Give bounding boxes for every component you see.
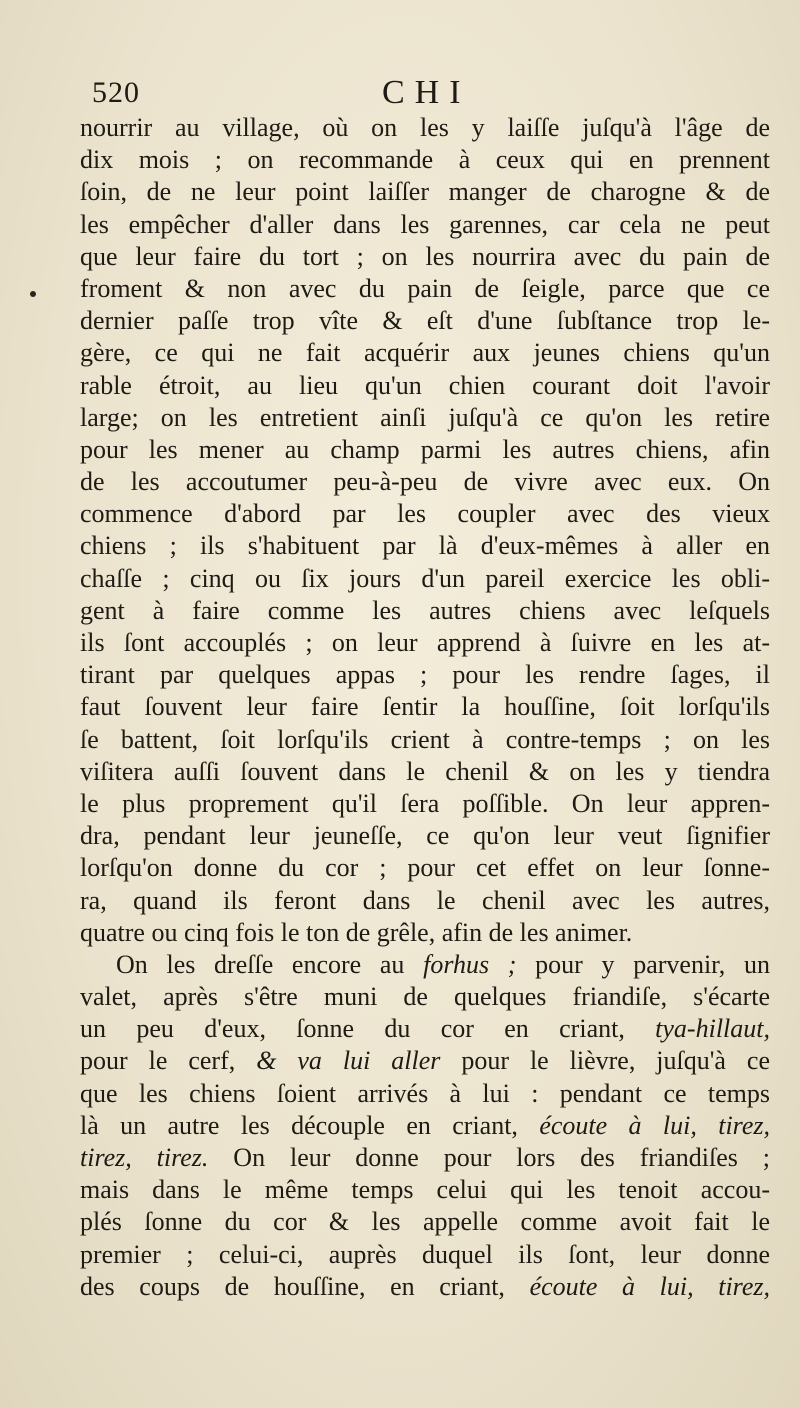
text-line xyxy=(80,1271,770,1303)
italic-text: écoute à lui, tirez, xyxy=(539,1110,770,1140)
text-line xyxy=(80,112,770,144)
text-line xyxy=(80,1013,770,1045)
text-segment: le plus proprement qu'il ſera poſſible. On leur appren- xyxy=(80,788,770,818)
text-segment: nourrir au village, où on les y laiſſe juſqu'à l'âge de xyxy=(80,113,770,142)
text-segment: froment & non avec du pain de ſeigle, parce que ce xyxy=(80,273,770,303)
text-line xyxy=(80,627,770,659)
text-line xyxy=(80,1045,770,1077)
text-line xyxy=(80,691,770,723)
text-segment: plés ſonne du cor & les appelle comme avoit fait le xyxy=(80,1207,770,1237)
italic-text: forhus ; xyxy=(423,949,517,979)
text-segment: mais dans le même temps celui qui les tenoit accou- xyxy=(80,1175,770,1205)
text-line xyxy=(80,1174,770,1206)
text-segment: gent à faire comme les autres chiens avec leſquels xyxy=(80,595,770,625)
italic-text: & va lui aller xyxy=(256,1046,441,1076)
text-line xyxy=(80,1110,770,1142)
text-segment: On les dreſſe encore au xyxy=(116,949,424,979)
text-line xyxy=(80,981,770,1013)
text-segment: que leur faire du tort ; on les nourrira avec du pain de xyxy=(80,241,770,271)
text-segment: ſe battent, ſoit lorſqu'ils crient à contre-temps ; on les xyxy=(80,724,770,754)
text-line xyxy=(80,402,770,434)
text-line xyxy=(80,788,770,820)
text-segment: large; on les entretient ainſi juſqu'à ce qu'on les retire xyxy=(80,402,770,432)
italic-text: écoute à lui, tirez, xyxy=(529,1271,770,1301)
running-head: CHI xyxy=(382,74,471,111)
text-segment: dernier paſſe trop vîte & eſt d'une ſubſtance trop le- xyxy=(80,306,770,336)
text-line xyxy=(80,659,770,691)
page-number: 520 xyxy=(92,76,140,109)
text-line xyxy=(80,949,770,981)
text-segment: dra, pendant leur jeuneſſe, ce qu'on leur veut ſignifier xyxy=(80,821,770,851)
text-line xyxy=(80,885,770,917)
text-segment: rable étroit, au lieu qu'un chien courant doit l'avoir xyxy=(80,370,770,400)
text-segment: que les chiens ſoient arrivés à lui : pendant ce temps xyxy=(80,1078,770,1108)
text-line xyxy=(80,530,770,562)
text-segment: les empêcher d'aller dans les garennes, car cela ne peut xyxy=(80,209,770,239)
text-segment: viſitera auſſi ſouvent dans le chenil & on les y tiendra xyxy=(80,756,770,786)
text-line xyxy=(80,273,770,305)
text-segment: gère, ce qui ne fait acquérir aux jeunes chiens qu'un xyxy=(80,338,770,368)
margin-ink-mark xyxy=(30,291,36,297)
text-segment: pour les mener au champ parmi les autres chiens, afin xyxy=(80,434,770,464)
text-line xyxy=(80,498,770,530)
text-line xyxy=(80,820,770,852)
text-line xyxy=(80,434,770,466)
text-segment: un peu d'eux, ſonne du cor en criant, xyxy=(80,1014,656,1044)
text-segment: de les accoutumer peu-à-peu de vivre avec eux. On xyxy=(80,467,770,497)
text-line xyxy=(80,1239,770,1271)
text-segment: là un autre les découple en criant, xyxy=(80,1110,540,1140)
text-segment: On leur donne pour lors des friandiſes ; xyxy=(208,1143,770,1172)
text-segment: chaſſe ; cinq ou ſix jours d'un pareil exercice les obli- xyxy=(80,563,770,593)
text-segment: faut ſouvent leur faire ſentir la houſſine, ſoit lorſqu'ils xyxy=(80,692,770,722)
text-segment: ſoin, de ne leur point laiſſer manger de charogne & de xyxy=(80,177,770,207)
text-line xyxy=(80,917,770,949)
text-segment: ra, quand ils feront dans le chenil avec les autres, xyxy=(80,885,770,915)
text-segment: ils ſont accouplés ; on leur apprend à ſuivre en les at- xyxy=(80,628,770,657)
text-segment: tirant par quelques appas ; pour les rendre ſages, il xyxy=(80,660,770,690)
text-line xyxy=(80,724,770,756)
text-line xyxy=(80,241,770,273)
text-segment: pour y parvenir, un xyxy=(516,949,770,979)
text-line xyxy=(80,466,770,498)
text-segment: quatre ou cinq fois le ton de grêle, afin de les animer. xyxy=(80,917,633,947)
text-segment: premier ; celui-ci, auprès duquel ils ſont, leur donne xyxy=(80,1239,770,1269)
text-line xyxy=(80,1206,770,1238)
text-segment: pour le lièvre, juſqu'à ce xyxy=(440,1046,770,1076)
text-segment: des coups de houſſine, en criant, xyxy=(80,1271,530,1301)
text-line xyxy=(80,852,770,884)
italic-text: tya-hillaut, xyxy=(655,1014,770,1044)
text-segment: dix mois ; on recommande à ceux qui en prennent xyxy=(80,145,770,175)
text-line xyxy=(80,756,770,788)
text-line xyxy=(80,209,770,241)
text-segment: pour le cerf, xyxy=(80,1046,257,1076)
italic-text: tirez, tirez. xyxy=(80,1143,209,1172)
text-line xyxy=(80,370,770,402)
text-line xyxy=(80,595,770,627)
text-line xyxy=(80,1142,770,1174)
text-segment: commence d'abord par les coupler avec des vieux xyxy=(80,499,770,529)
text-line xyxy=(80,176,770,208)
text-line xyxy=(80,563,770,595)
text-segment: lorſqu'on donne du cor ; pour cet effet on leur ſonne- xyxy=(80,853,770,883)
text-line xyxy=(80,1078,770,1110)
text-line xyxy=(80,305,770,337)
text-line xyxy=(80,337,770,369)
body-text xyxy=(80,112,770,1303)
text-segment: valet, après s'être muni de quelques friandiſe, s'écarte xyxy=(80,982,770,1012)
text-segment: chiens ; ils s'habituent par là d'eux-mêmes à aller en xyxy=(80,531,770,561)
text-line xyxy=(80,144,770,176)
page-header xyxy=(84,74,784,114)
